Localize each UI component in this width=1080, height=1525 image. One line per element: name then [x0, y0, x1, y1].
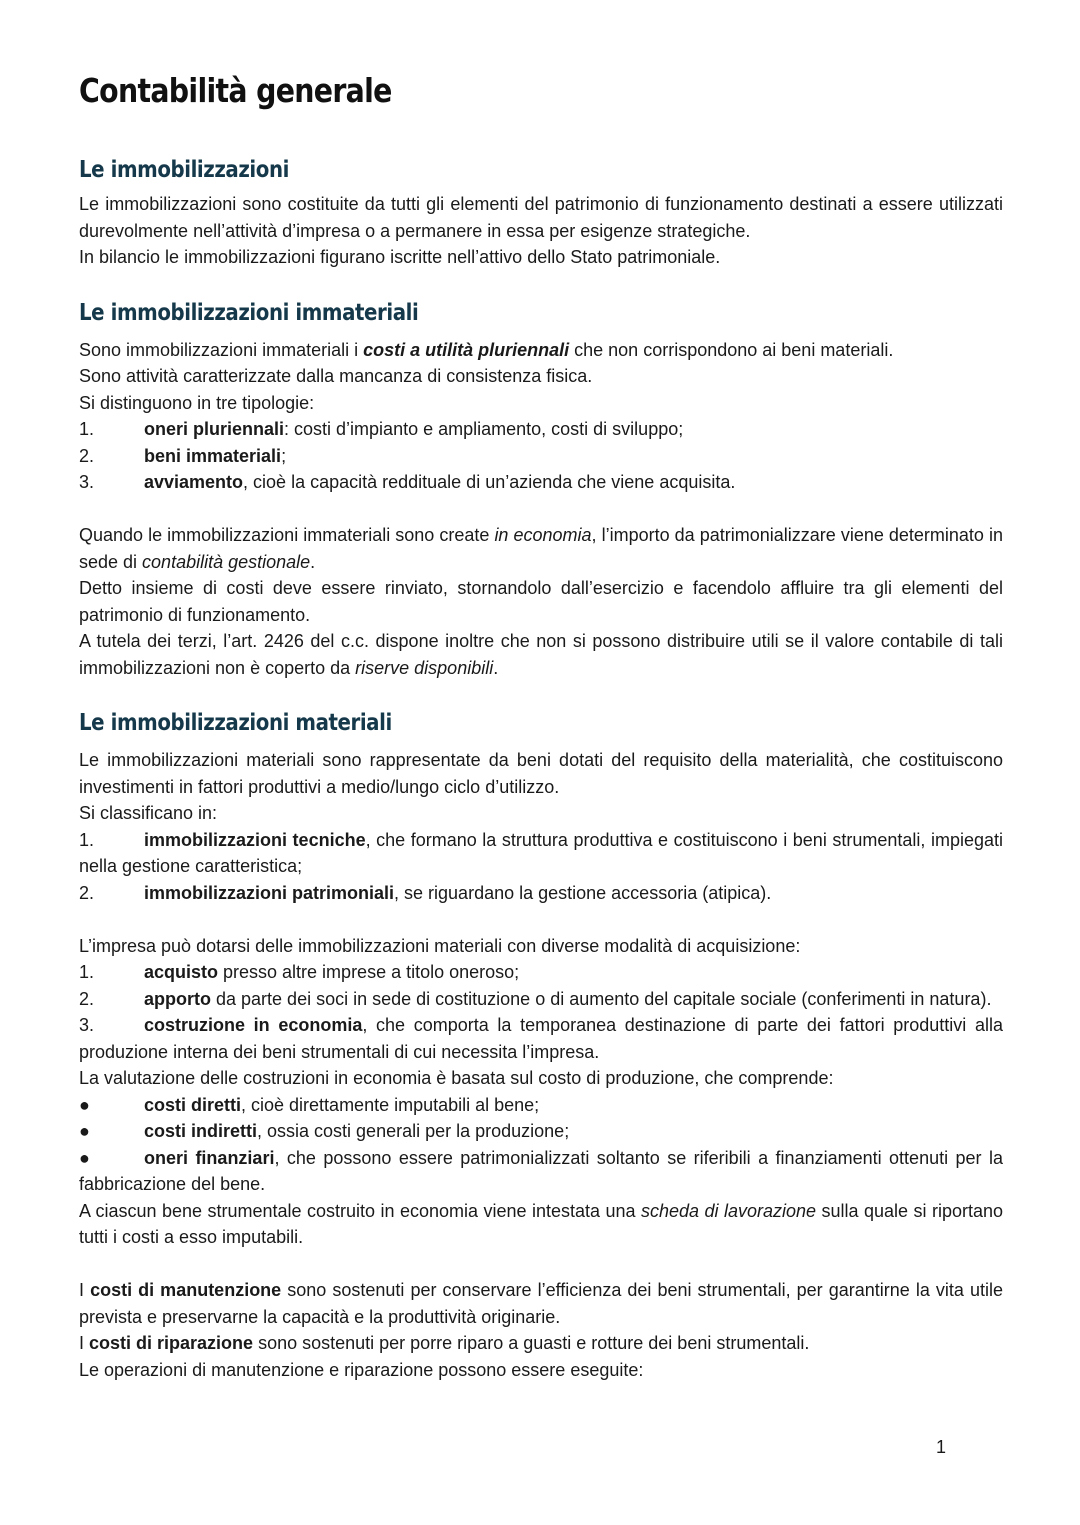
paragraph: La valutazione delle costruzioni in economia è basata sul costo di produzione, che comprende: — [79, 1068, 834, 1088]
paragraph: Sono attività caratterizzate dalla mancanza di consistenza fisica. — [79, 366, 593, 386]
list-item: 2. beni immateriali; — [79, 445, 287, 466]
list-item: 1. oneri pluriennali: costi d’impianto e ampliamento, costi di sviluppo; — [79, 419, 684, 439]
paragraph: Le immobilizzazioni sono costituite da tutti gli elementi del patrimonio di funzionamento destinati a essere utilizzati durevolmente nell’attività d’impresa o a permanere in essa per esigenze strategiche. — [79, 194, 1003, 241]
paragraph: Le operazioni di manutenzione e riparazione possono essere eseguite: — [79, 1359, 644, 1380]
paragraph: I costi di manutenzione sono sostenuti per conservare l’efficienza dei beni strumentali, per garantirne la vita utile prevista e preservarne la capacità e la produttività originarie. — [79, 1280, 1003, 1327]
paragraph: Si classificano in: — [79, 803, 218, 823]
section-heading-materiali: Le immobilizzazioni materiali — [79, 710, 392, 736]
paragraph: Detto insieme di costi deve essere rinviato, stornandolo dall’esercizio e facendolo affluire tra gli elementi del patrimonio di funzionamento. — [79, 578, 1003, 625]
paragraph: Quando le immobilizzazioni immateriali sono create in economia, l’importo da patrimonializzare viene determinato in sede di contabilità gestionale. — [79, 525, 1003, 572]
page-title: Contabilità generale — [79, 71, 392, 110]
paragraph: A tutela dei terzi, l’art. 2426 del c.c. dispone inoltre che non si possono distribuire utili se il valore contabile di tali immobilizzazioni non è coperto da riserve disponibili. — [79, 631, 1003, 678]
paragraph: In bilancio le immobilizzazioni figurano iscritte nell’attivo dello Stato patrimoniale. — [79, 247, 721, 267]
list-item: ● costi diretti, cioè direttamente imputabili al bene; — [79, 1094, 540, 1115]
list-item: 2. apporto da parte dei soci in sede di costituzione o di aumento del capitale sociale (conferimenti in natura). — [79, 988, 992, 1009]
paragraph: A ciascun bene strumentale costruito in economia viene intestata una scheda di lavorazione sulla quale si riportano tutti i costi a esso imputabili. — [79, 1200, 1003, 1247]
paragraph: Le immobilizzazioni materiali sono rappresentate da beni dotati del requisito della materialità, che costituiscono investimenti in fattori produttivi a medio/lungo ciclo d’utilizzo. — [79, 750, 1003, 797]
list-item: ● oneri finanziari, che possono essere patrimonializzati soltanto se riferibili a finanziamenti ottenuti per la fabbricazione del bene. — [79, 1147, 1003, 1194]
paragraph: Si distinguono in tre tipologie: — [79, 392, 315, 413]
page-number: 1 — [936, 1437, 947, 1457]
list-item: 1. acquisto presso altre imprese a titolo oneroso; — [79, 962, 520, 982]
paragraph: Sono immobilizzazioni immateriali i costi a utilità pluriennali che non corrispondono ai beni materiali. — [79, 339, 894, 360]
section-heading-immateriali: Le immobilizzazioni immateriali — [79, 299, 419, 326]
section-heading-immobilizzazioni: Le immobilizzazioni — [79, 157, 289, 183]
paragraph: I costi di riparazione sono sostenuti per porre riparo a guasti e rotture dei beni strumentali. — [79, 1333, 810, 1353]
list-item: 2. immobilizzazioni patrimoniali, se riguardano la gestione accessoria (atipica). — [79, 882, 772, 903]
list-item: 3. avviamento, cioè la capacità reddituale di un’azienda che viene acquisita. — [79, 472, 736, 492]
list-item: 1. immobilizzazioni tecniche, che formano la struttura produttiva e costituiscono i beni strumentali, impiegati nella gestione caratteristica; — [79, 829, 1003, 876]
paragraph: L’impresa può dotarsi delle immobilizzazioni materiali con diverse modalità di acquisizione: — [79, 935, 801, 956]
document-body — [79, 66, 1003, 1383]
list-item: ● costi indiretti, ossia costi generali per la produzione; — [79, 1121, 570, 1141]
list-item: 3. costruzione in economia, che comporta la temporanea destinazione di parte dei fattori produttivi alla produzione interna dei beni strumentali di cui necessita l’impresa. — [79, 1015, 1003, 1062]
